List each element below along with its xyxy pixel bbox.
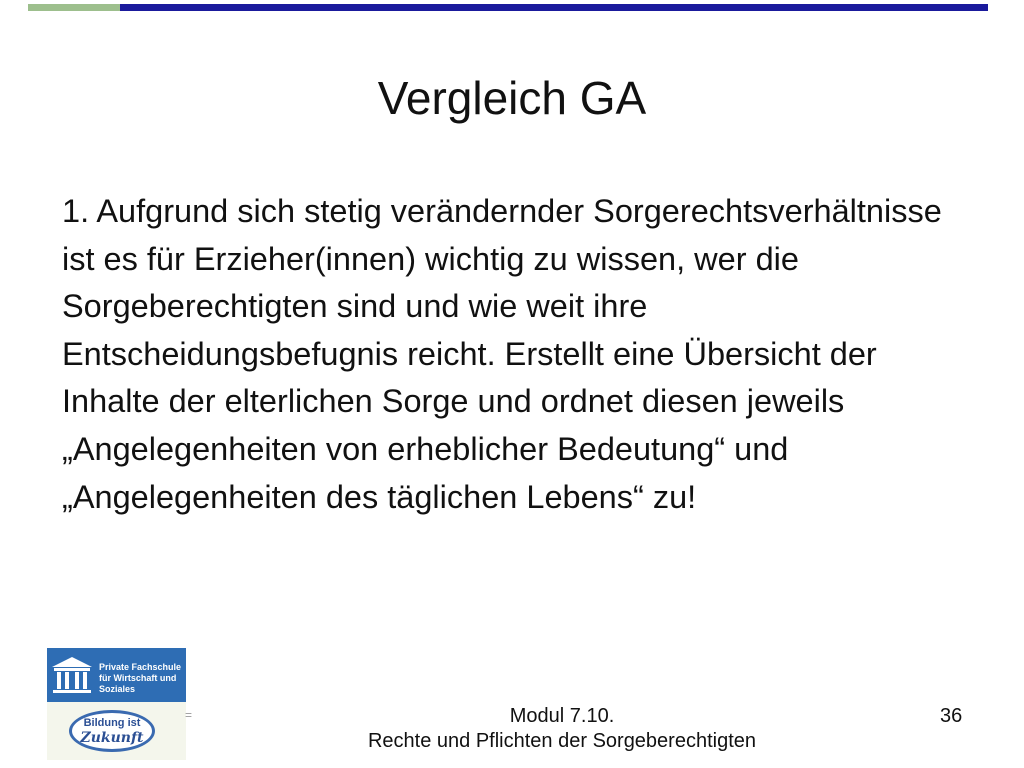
slide-body-text: 1. Aufgrund sich stetig verändernder Sorgerechtsverhältnisse ist es für Erzieher(innen) wichtig zu wissen, wer die Sorgeberechtigten sind und wie weit ihre Entscheidungsbefugnis reicht. Erstellt eine Übersicht der Inhalte der elterlichen Sorge und ordnet diesen jeweils „Angelegenheiten von erheblicher Bedeutung“ und „Angelegenheiten des täglichen Lebens“ zu! [62, 193, 942, 515]
logo-school-name: Private Fachschule für Wirtschaft und Soziales [99, 662, 182, 694]
footer-mark: = [185, 708, 193, 722]
building-icon [50, 654, 94, 696]
top-accent-bar-dark [120, 4, 988, 11]
slide-title: Vergleich GA [377, 72, 647, 124]
logo-header [47, 648, 186, 702]
page-number: 36 [940, 705, 963, 727]
badge-line-2: Zukunft [80, 730, 144, 746]
footer-caption [0, 704, 1024, 754]
top-accent-bar-light [28, 4, 120, 11]
footer-subtitle: Rechte und Pflichten der Sorgeberechtigten [367, 730, 757, 752]
badge-line-1: Bildung ist [83, 717, 141, 729]
footer-module: Modul 7.10. [509, 705, 615, 727]
